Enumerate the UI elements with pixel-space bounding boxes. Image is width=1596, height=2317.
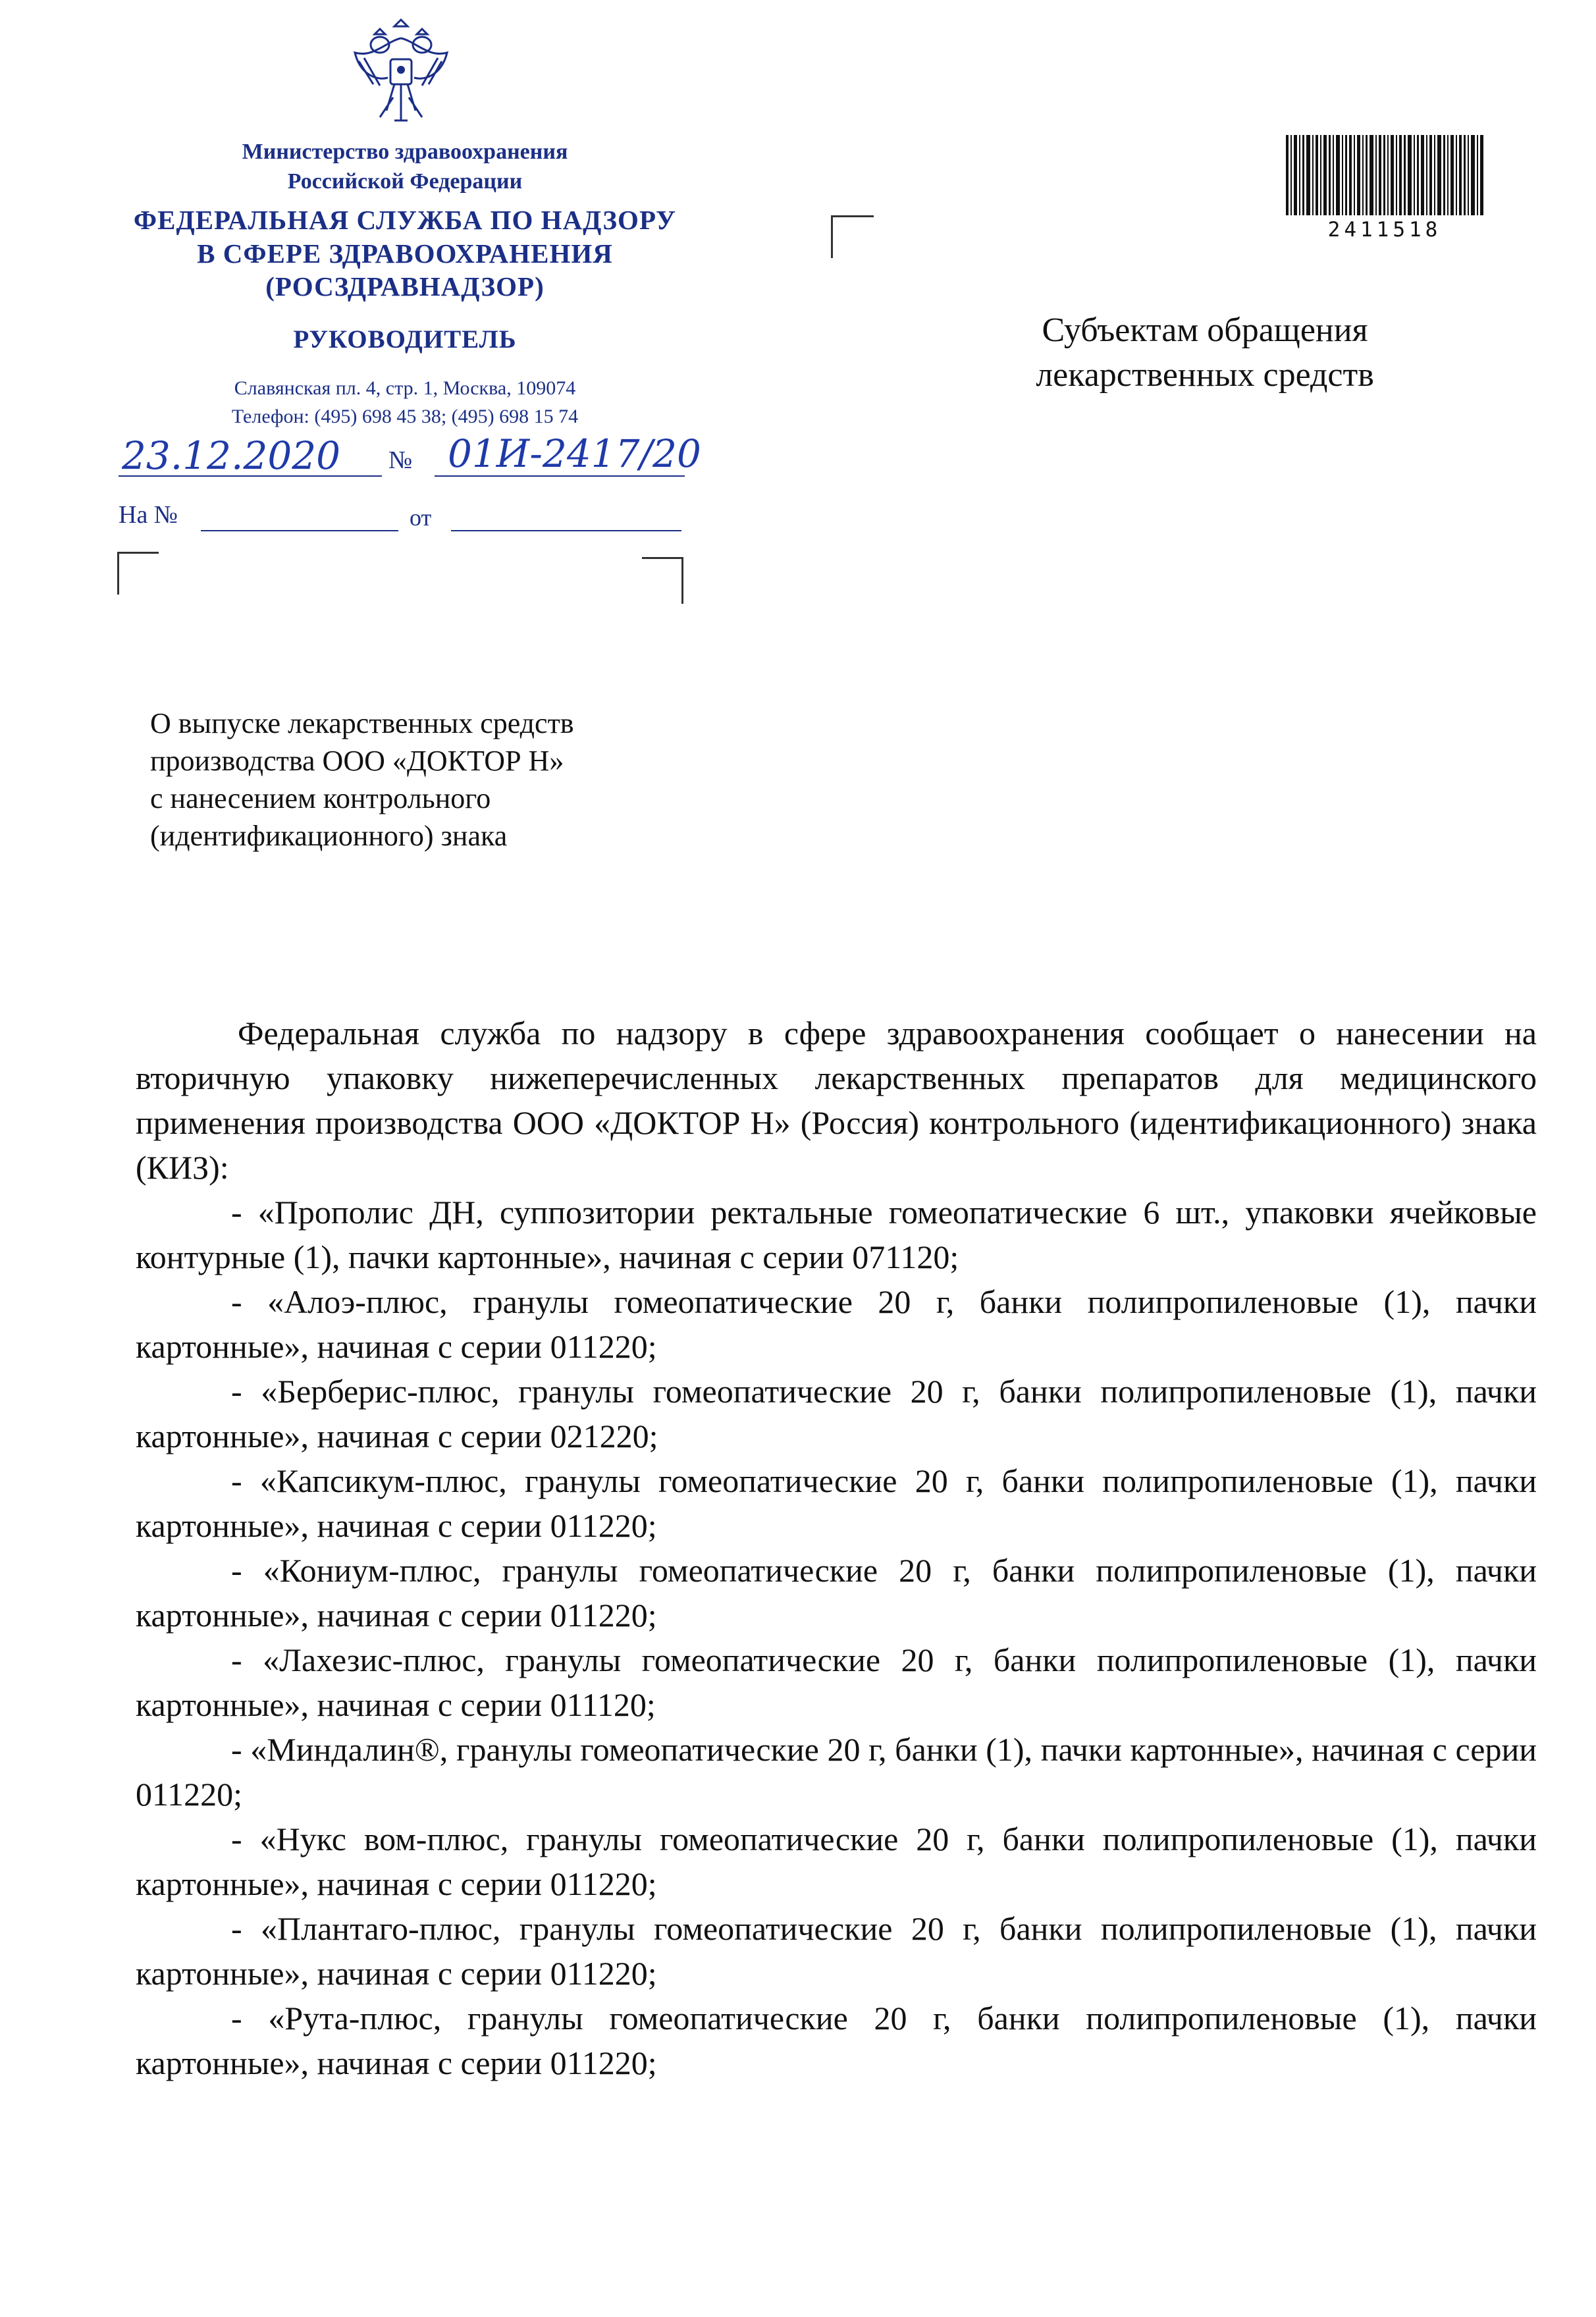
corner-mark-left [117,552,159,595]
service-line-2: В СФЕРЕ ЗДРАВООХРАНЕНИЯ [197,238,613,269]
corner-mark-right [642,557,683,604]
product-item: - «Прополис ДН, суппозитории ректальные гомеопатические 6 шт., упаковки ячейковые контурные (1), пачки картонные», начиная с серии 071120; [136,1194,1537,1275]
product-item: - «Плантаго-плюс, гранулы гомеопатические 20 г, банки полипропиленовые (1), пачки картонные», начиная с серии 011220; [136,1910,1537,1992]
barcode-number: 2411518 [1327,218,1442,242]
product-item: - «Берберис-плюс, гранулы гомеопатические 20 г, банки полипропиленовые (1), пачки картонные», начиная с серии 021220; [136,1373,1537,1454]
subject-line-3: с нанесением контрольного [150,782,491,814]
subject-block [150,705,743,855]
subject-line-2: производства ООО «ДОКТОР Н» [150,745,564,777]
barcode-graphic [1286,135,1483,215]
date-handwritten: 23.12.2020 [122,433,341,478]
product-item: - «Алоэ-плюс, гранулы гомеопатические 20 г, банки полипропиленовые (1), пачки картонные», начиная с серии 011220; [136,1283,1537,1365]
product-item: - «Нукс вом-плюс, гранулы гомеопатические 20 г, банки полипропиленовые (1), пачки картонные», начиная с серии 011220; [136,1821,1537,1902]
ministry-line-1: Министерство здравоохранения [242,140,568,164]
ref-from-label: от [410,504,432,531]
product-item: - «Рута-плюс, гранулы гомеопатические 20 г, банки полипропиленовые (1), пачки картонные», начиная с серии 011220; [136,2000,1537,2081]
corner-mark-addressee [831,215,874,258]
ref-date-underline [451,530,681,531]
number-label: № [388,446,413,474]
addressee-block [935,308,1475,398]
product-item: - «Миндалин®, гранулы гомеопатические 20 г, банки (1), пачки картонные», начиная с серии 011220; [136,1731,1537,1813]
addressee-line-1: Субъектам обращения [1042,311,1368,349]
subject-line-1: О выпуске лекарственных средств [150,707,574,739]
phone-line: Телефон: (495) 698 45 38; (495) 698 15 74 [231,406,579,427]
letter-body [136,1011,1537,2085]
address-line: Славянская пл. 4, стр. 1, Москва, 109074 [234,377,576,399]
product-item: - «Лахезис-плюс, гранулы гомеопатические 20 г, банки полипропиленовые (1), пачки картонные», начиная с серии 011120; [136,1641,1537,1723]
ref-label: На № [119,501,178,529]
number-underline [435,475,685,477]
service-line-1: ФЕДЕРАЛЬНАЯ СЛУЖБА ПО НАДЗОРУ [133,205,677,235]
role-title: РУКОВОДИТЕЛЬ [293,325,517,354]
date-underline [119,475,382,477]
product-item: - «Кониум-плюс, гранулы гомеопатические 20 г, банки полипропиленовые (1), пачки картонные», начиная с серии 011220; [136,1552,1537,1634]
product-item: - «Капсикум-плюс, гранулы гомеопатические 20 г, банки полипропиленовые (1), пачки картонные», начиная с серии 011220; [136,1462,1537,1544]
number-handwritten: 01И-2417/20 [448,431,701,476]
russian-coat-of-arms-emblem [347,12,455,129]
service-line-3: (РОСЗДРАВНАДЗОР) [265,271,545,302]
addressee-line-2: лекарственных средств [1036,356,1374,394]
subject-line-4: (идентификационного) знака [150,820,508,852]
ref-number-underline [201,530,398,531]
ministry-line-2: Российской Федерации [287,169,523,194]
body-intro-paragraph: Федеральная служба по надзору в сфере здравоохранения сообщает о нанесении на вторичную упаковку нижеперечисленных лекарственных препаратов для медицинского применения производства ООО «ДОКТОР Н» (Россия) контрольного (идентификационного) знака (КИЗ): [136,1015,1537,1186]
